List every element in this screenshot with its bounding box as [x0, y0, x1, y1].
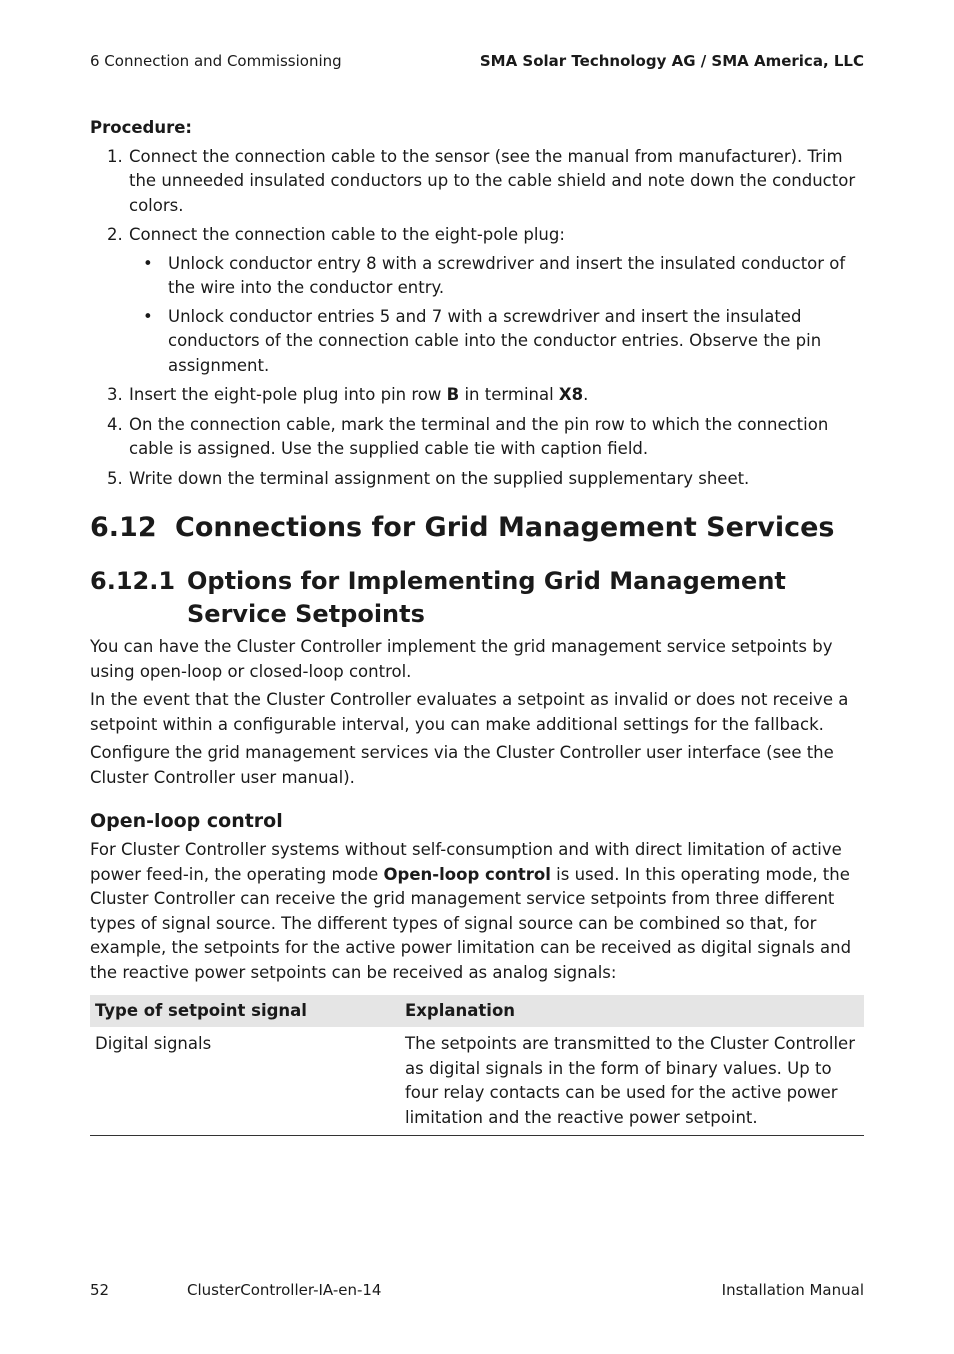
page-content: [90, 116, 864, 1136]
step-1-text: Connect the connection cable to the sensor (see the manual from manufacturer). Trim the unneeded insulated conductors up to the cable shield and note down the conductor colors.: [129, 146, 856, 215]
pin-row: B: [446, 385, 460, 404]
setpoint-signal-table: [90, 995, 864, 1136]
step-1: 1. Connect the connection cable to the sensor (see the manual from manufacturer). Trim the unneeded insulated conductors up to the cable shield and note down the conductor colors.: [107, 146, 856, 215]
column-header: Explanation: [400, 995, 864, 1027]
procedure-steps: [90, 145, 864, 492]
paragraph: Configure the grid management services via the Cluster Controller user interface (see the Cluster Controller user manual).: [90, 743, 834, 787]
subsection-heading: [90, 565, 864, 631]
explanation-cell: The setpoints are transmitted to the Cluster Controller as digital signals in the form of binary values. Up to four relay contacts can be used for the active power limitation and the reactive power setpoint.: [400, 1027, 864, 1136]
section-heading: [90, 511, 864, 545]
bullet-icon: •: [143, 253, 153, 273]
signal-type-cell: Digital signals: [90, 1027, 400, 1136]
step-2-text: Connect the connection cable to the eight-pole plug:: [129, 225, 565, 244]
step-5: 5. Write down the terminal assignment on the supplied supplementary sheet.: [107, 468, 750, 488]
paragraph: In the event that the Cluster Controller evaluates a setpoint as invalid or does not receive a setpoint within a configurable interval, you can make additional settings for the fallback.: [90, 690, 849, 734]
page-number: 52: [90, 1281, 110, 1299]
terminal-id: X8: [558, 385, 584, 404]
company-name: SMA Solar Technology AG / SMA America, LLC: [479, 52, 864, 70]
open-loop-paragraph: For Cluster Controller systems without self-consumption and with direct limitation of active power feed-in, the operating mode Open-loop control is used. In this operating mode, the Cluster Controller can receive the grid management service setpoints from three different types of signal source. The different types of signal source can be combined so that, for example, the setpoints for the active power limitation can be received as digital signals and the reactive power setpoints can be received as analog signals:: [90, 840, 852, 982]
section-title: Connections for Grid Management Services: [175, 512, 835, 543]
operating-mode-name: Open-loop control: [383, 864, 551, 884]
bullet-item: • Unlock conductor entries 5 and 7 with a screwdriver and insert the insulated conductors of the connection cable into the conductor entries. Observe the pin assignment.: [143, 306, 822, 375]
bullet-icon: •: [143, 306, 153, 326]
step-4: 4. On the connection cable, mark the terminal and the pin row to which the connection cable is assigned. Use the supplied cable tie with caption field.: [107, 414, 829, 458]
procedure-label: Procedure:: [90, 118, 193, 137]
subsection-number: 6.12.1: [90, 567, 176, 595]
bullet-item: • Unlock conductor entry 8 with a screwdriver and insert the insulated conductor of the wire into the conductor entry.: [143, 253, 846, 297]
document-page: [90, 0, 864, 1354]
step-2-bullets: [129, 252, 864, 379]
chapter-title: 6 Connection and Commissioning: [90, 52, 342, 70]
step-2: 2. Connect the connection cable to the eight-pole plug: • Unlock conductor entry 8 with a screwdriver and insert the insulated conductor of the wire into the conductor entry. • Unlock conductor entries 5 and 7 with a screwdriver and insert the insulated conductors of the connection cable into the conductor entries. Observe the pin assignment.: [90, 223, 864, 378]
open-loop-heading: Open-loop control: [90, 810, 283, 832]
subsection-title: Options for Implementing Grid Management Service Setpoints: [187, 567, 786, 628]
table-row: [90, 1027, 864, 1136]
document-type: Installation Manual: [721, 1281, 864, 1299]
section-number: 6.12: [90, 512, 157, 543]
step-3: 3. Insert the eight-pole plug into pin row B in terminal X8.: [107, 385, 589, 404]
table-header-row: [90, 995, 864, 1027]
document-code: ClusterController-IA-en-14: [187, 1281, 382, 1299]
column-header: Type of setpoint signal: [90, 995, 400, 1027]
paragraph: You can have the Cluster Controller implement the grid management service setpoints by using open-loop or closed-loop control.: [90, 637, 833, 681]
